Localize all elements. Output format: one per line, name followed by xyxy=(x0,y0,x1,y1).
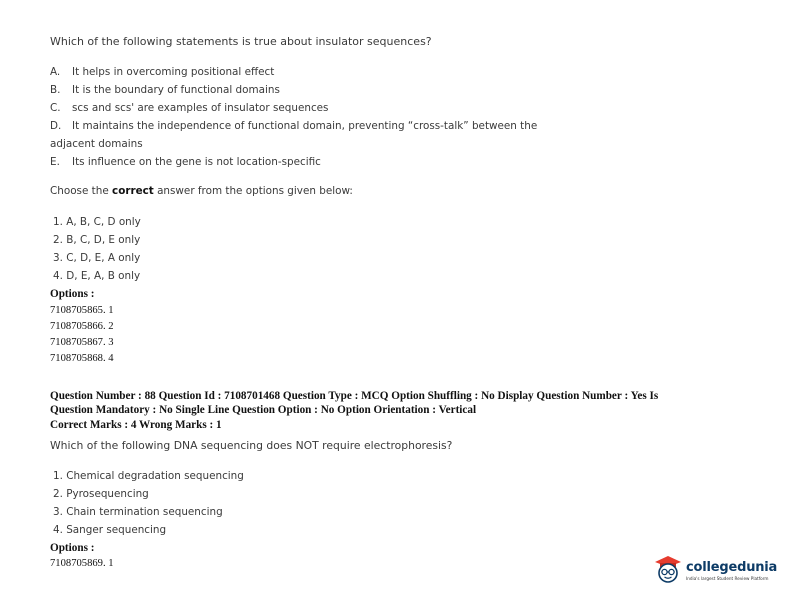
q88-option-id-1: 7108705869. 1 xyxy=(50,558,114,569)
q88-answer-choice-4: 4. Sanger sequencing xyxy=(53,524,167,536)
collegedunia-logo xyxy=(654,555,777,585)
logo-tagline: India's largest Student Review Platform xyxy=(686,575,769,581)
question-88-meta-line-1: Question Number : 88 Question Id : 7108701468 Question Type : MCQ Option Shuffling : No Display Question Number : Yes Is xyxy=(50,390,659,402)
question-88-text: Which of the following DNA sequencing does NOT require electrophoresis? xyxy=(50,439,453,452)
q88-answer-choice-1: 1. Chemical degradation sequencing xyxy=(53,470,244,482)
question-88-marks: Correct Marks : 4 Wrong Marks : 1 xyxy=(50,419,222,431)
statement-e: E. Its influence on the gene is not location-specific xyxy=(50,156,321,168)
statement-d: D. It maintains the independence of functional domain, preventing “cross-talk” between the xyxy=(50,120,538,132)
options-label: Options : xyxy=(50,288,95,300)
logo-wordmark: collegedunia xyxy=(686,559,778,575)
option-id-4: 7108705868. 4 xyxy=(50,353,114,364)
choose-instruction: Choose the correct answer from the options given below: xyxy=(50,185,353,197)
question-88-meta-line-2: Question Mandatory : No Single Line Question Option : No Option Orientation : Vertical xyxy=(50,404,477,416)
statement-a: A. It helps in overcoming positional effect xyxy=(50,66,275,78)
statement-b: B. It is the boundary of functional domains xyxy=(50,84,280,96)
option-id-1: 7108705865. 1 xyxy=(50,305,114,316)
question-87-text: Which of the following statements is true about insulator sequences? xyxy=(50,35,432,48)
q88-answer-choice-3: 3. Chain termination sequencing xyxy=(53,506,223,518)
answer-choice-3: 3. C, D, E, A only xyxy=(53,252,141,264)
graduate-face-icon xyxy=(654,555,682,585)
statement-d-continuation: adjacent domains xyxy=(50,138,143,150)
q88-options-label: Options : xyxy=(50,542,95,554)
answer-choice-1: 1. A, B, C, D only xyxy=(53,216,141,228)
q88-answer-choice-2: 2. Pyrosequencing xyxy=(53,488,149,500)
option-id-3: 7108705867. 3 xyxy=(50,337,114,348)
statement-c: C. scs and scs' are examples of insulator sequences xyxy=(50,102,329,114)
answer-choice-2: 2. B, C, D, E only xyxy=(53,234,141,246)
answer-choice-4: 4. D, E, A, B only xyxy=(53,270,141,282)
option-id-2: 7108705866. 2 xyxy=(50,321,114,332)
